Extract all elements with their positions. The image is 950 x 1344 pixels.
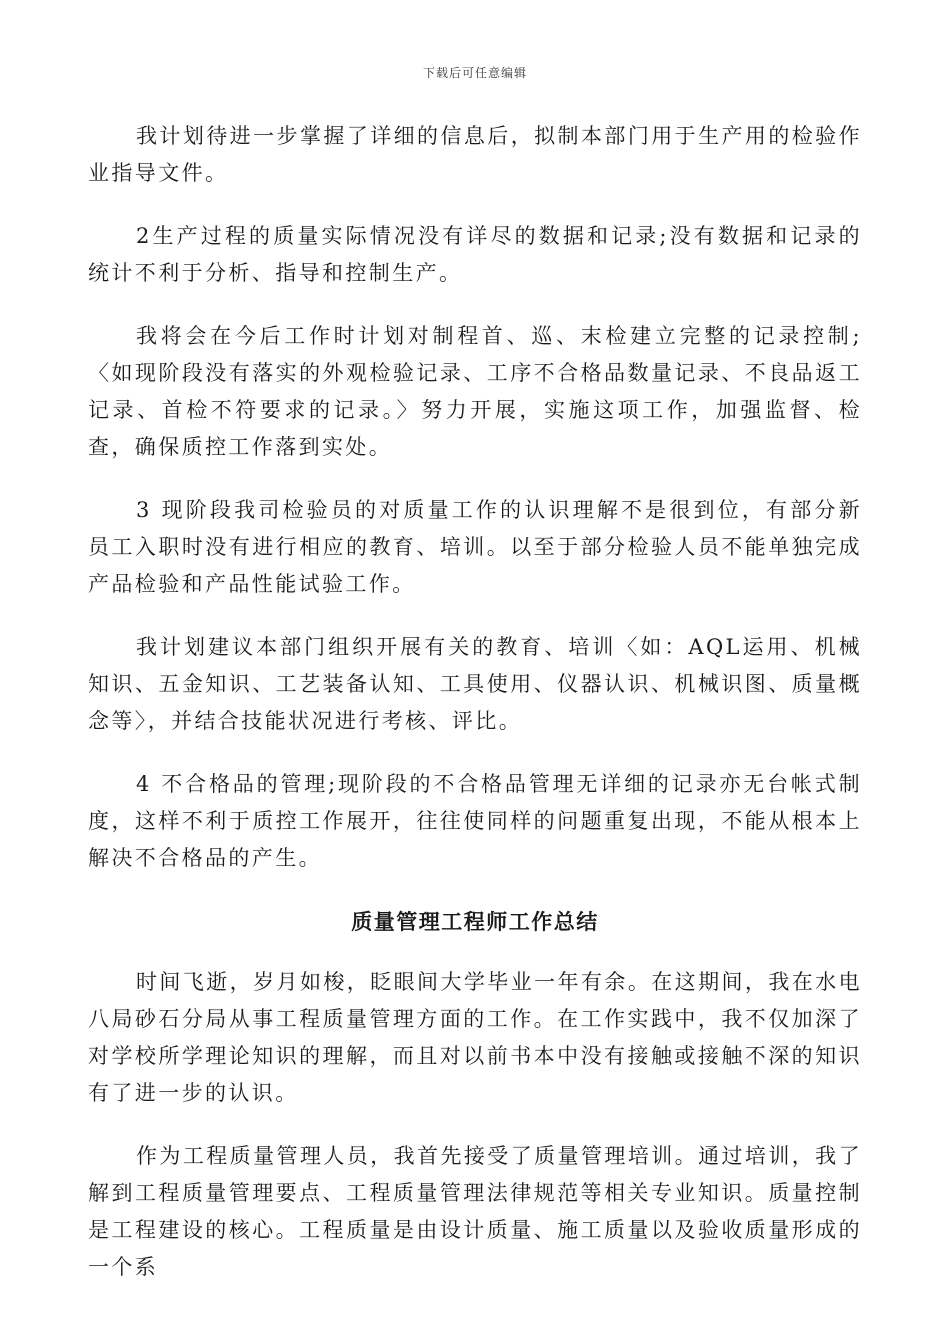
paragraph: 3 现阶段我司检验员的对质量工作的认识理解不是很到位，有部分新员工入职时没有进行相应的教育、培训。以至于部分检验人员不能单独完成产品检验和产品性能试验工作。 xyxy=(88,498,862,596)
paragraph: 我计划待进一步掌握了详细的信息后，拟制本部门用于生产用的检验作业指导文件。 xyxy=(88,124,862,185)
paragraph: 我将会在今后工作时计划对制程首、巡、末检建立完整的记录控制;〈如现阶段没有落实的外观检验记录、工序不合格品数量记录、不良品返工记录、首检不符要求的记录。〉努力开展，实施这项工作，加强监督、检查，确保质控工作落到实处。 xyxy=(88,324,862,459)
page-header: 下载后可任意编辑 xyxy=(422,66,527,80)
paragraph: 时间飞逝，岁月如梭，眨眼间大学毕业一年有余。在这期间，我在水电八局砂石分局从事工程质量管理方面的工作。在工作实践中，我不仅加深了对学校所学理论知识的理解，而且对以前书本中没有接触或接触不深的知识有了进一步的认识。 xyxy=(88,970,862,1105)
paragraph: 4 不合格品的管理;现阶段的不合格品管理无详细的记录亦无台帐式制度，这样不利于质控工作展开，往往使同样的问题重复出现，不能从根本上解决不合格品的产生。 xyxy=(88,772,862,870)
paragraph: 作为工程质量管理人员，我首先接受了质量管理培训。通过培训，我了解到工程质量管理要点、工程质量管理法律规范等相关专业知识。质量控制是工程建设的核心。工程质量是由设计质量、施工质量以及验收质量形成的一个系 xyxy=(88,1144,862,1279)
document-body xyxy=(88,118,862,1312)
section-title: 质量管理工程师工作总结 xyxy=(351,909,599,934)
paragraph: 我计划建议本部门组织开展有关的教育、培训〈如：AQL运用、机械知识、五金知识、工艺装备认知、工具使用、仪器认识、机械识图、质量概念等〉，并结合技能状况进行考核、评比。 xyxy=(88,635,862,733)
paragraph: 2生产过程的质量实际情况没有详尽的数据和记录;没有数据和记录的统计不利于分析、指导和控制生产。 xyxy=(88,224,862,285)
